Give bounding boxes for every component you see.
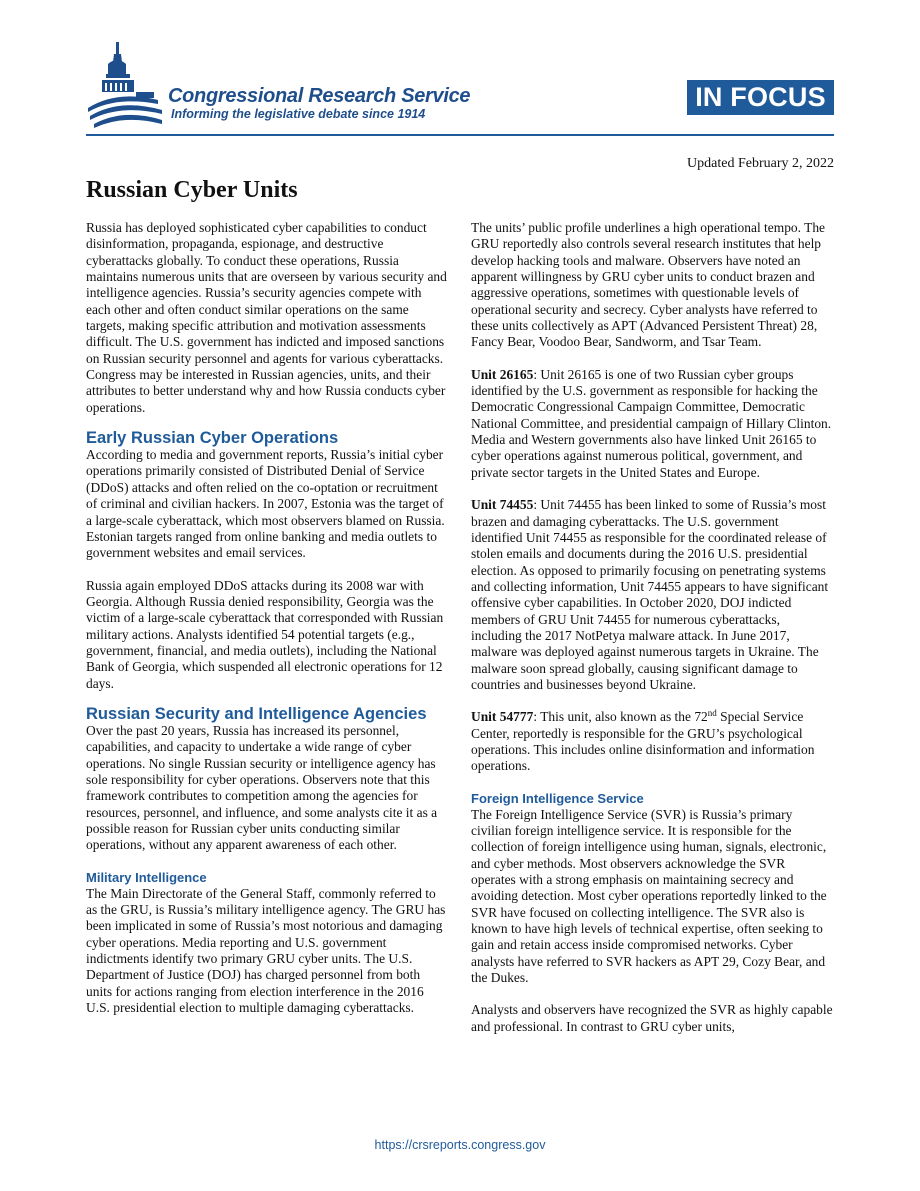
unit-54777-superscript: nd xyxy=(707,708,717,719)
unit-74455-paragraph xyxy=(471,497,833,693)
early-paragraph-1: According to media and government reports, Russia’s initial cyber operations primarily consisted of Distributed Denial of Service (DDoS) attacks and often relied on the co-optation or recruitment of criminal and civilian hackers. In 2007, Estonia was the target of a large-scale cyberattack, which most observers blamed on Russia. Estonian targets ranged from online banking and media outlets to government websites and email services. xyxy=(86,447,445,561)
heading-foreign-intelligence: Foreign Intelligence Service xyxy=(471,790,644,806)
capitol-dome-logo xyxy=(86,40,166,132)
closing-paragraph: Analysts and observers have recognized the SVR as highly capable and professional. In contrast to GRU cyber units, xyxy=(471,1002,833,1034)
heading-military-intelligence: Military Intelligence xyxy=(86,869,207,885)
unit-74455-text: : Unit 74455 has been linked to some of Russia’s most brazen and damaging cyberattacks. The U.S. government identified Unit 74455 as responsible for the coordinated release of stolen emails and documents during the 2016 U.S. presidential election. As opposed to primarily focusing on penetrating systems and collecting information, Unit 74455 appears to have significant offensive cyber capabilities. In October 2020, DOJ indicted members of GRU Unit 74455 for numerous cyberattacks, including the 2017 NotPetya malware attack. In June 2017, malware was deployed against numerous targets in Ukraine. The malware soon spread globally, causing significant damage to countries and businesses beyond Ukraine. xyxy=(471,497,829,692)
footer-link[interactable]: https://crsreports.congress.gov xyxy=(374,1138,546,1152)
unit-26165-paragraph xyxy=(471,367,833,481)
unit-26165-label: Unit 26165 xyxy=(471,366,534,382)
heading-early-operations: Early Russian Cyber Operations xyxy=(86,429,339,448)
page-header xyxy=(86,40,834,136)
updated-date: Updated February 2, 2022 xyxy=(687,156,834,171)
brand xyxy=(168,85,470,121)
unit-54777-text-a: : This unit, also known as the 72 xyxy=(533,709,708,725)
unit-54777-label: Unit 54777 xyxy=(471,709,534,725)
org-tagline: Informing the legislative debate since 1914 xyxy=(171,107,426,121)
intro-paragraph: Russia has deployed sophisticated cyber capabilities to conduct disinformation, propaganda, espionage, and destructive cyberattacks globally. To conduct these operations, Russia maintains numerous units that are overseen by various security and intelligence agencies. Russia’s security agencies compete with each other and often conduct similar operations on the same targets, making specific attribution and motivation assessments difficult. The U.S. government has indicted and imposed sanctions on Russian security personnel and agents for various cyberattacks. Congress may be interested in Russian agencies, units, and their attributes to better understand why and how Russia conducts cyber operations. xyxy=(86,220,447,415)
header-divider xyxy=(86,134,834,136)
security-paragraph: Over the past 20 years, Russia has increased its personnel, capabilities, and capacity to undertake a wide range of cyber operations. No single Russian security or intelligence agency has sole responsibility for cyber operations. Observers note that this framework contributes to competition among the agencies for resources, personnel, and influence, and some analysts cite it as a possible reason for Russian cyber units conducting similar operations, without any apparent awareness of each other. xyxy=(86,722,438,853)
heading-security-agencies: Russian Security and Intelligence Agencies xyxy=(86,704,427,723)
units-profile-paragraph: The units’ public profile underlines a high operational tempo. The GRU reportedly also controls several research institutes that help develop hacking tools and malware. Observers have noted an apparent willingness by GRU cyber units to conduct brazen and aggressive operations, sometimes with questionable levels of operational security and secrecy. Cyber analysts have referred to these units collectively as APT (Advanced Persistent Threat) 28, Fancy Bear, Voodoo Bear, Sandworm, and Tsar Team. xyxy=(471,220,826,350)
unit-26165-text: : Unit 26165 is one of two Russian cyber groups identified by the U.S. government as responsible for hacking the Democratic Congressional Campaign Committee, Democratic National Committee, and presidential campaign of Hillary Clinton. Media and Western governments also have linked Unit 26165 to cyber operations against numerous political, government, and private sector targets in the United States and Europe. xyxy=(471,366,832,480)
org-name: Congressional Research Service xyxy=(168,85,471,107)
left-column xyxy=(86,220,448,1032)
in-focus-badge: IN FOCUS xyxy=(687,80,834,115)
unit-74455-label: Unit 74455 xyxy=(471,497,534,513)
early-paragraph-2: Russia again employed DDoS attacks during its 2008 war with Georgia. Although Russia denied responsibility, Georgia was the victim of a large-scale cyberattack that corresponded with Russian military actions. Analysts identified 54 potential targets (e.g., government, financial, and media outlets), including the National Bank of Georgia, which suspended all electronic operations for 12 days. xyxy=(86,577,444,691)
foreign-paragraph: The Foreign Intelligence Service (SVR) is Russia’s primary civilian foreign intelligence service. It is responsible for the collection of foreign intelligence using human, signals, electronic, and cyber methods. Most observers acknowledge the SVR operates with a strong emphasis on maintaining secrecy and avoiding detection. Most cyber operations reportedly linked to the SVR have focused on collecting intelligence. The SVR also is known to have high levels of technical expertise, often seeking to gain and retain access inside compromised networks. Cyber analysts have referred to SVR hackers as APT 29, Cozy Bear, and the Dukes. xyxy=(471,806,827,986)
unit-54777-paragraph xyxy=(471,709,833,774)
military-paragraph: The Main Directorate of the General Staff, commonly referred to as the GRU, is Russia’s military intelligence agency. The GRU has been implicated in some of Russia’s most notorious and damaging cyber operations. Media reporting and U.S. government indictments identify two primary GRU cyber units. The U.S. Department of Justice (DOJ) has charged personnel from both units for actions ranging from election interference in the 2016 U.S. presidential election to multiple damaging cyberattacks. xyxy=(86,885,446,1016)
page-title: Russian Cyber Units xyxy=(86,177,298,203)
unit-54777-text-b: Special Service Center, reportedly is responsible for the GRU’s psychological operations. This includes online disinformation and information operations. xyxy=(471,709,815,774)
right-column xyxy=(471,220,833,1035)
